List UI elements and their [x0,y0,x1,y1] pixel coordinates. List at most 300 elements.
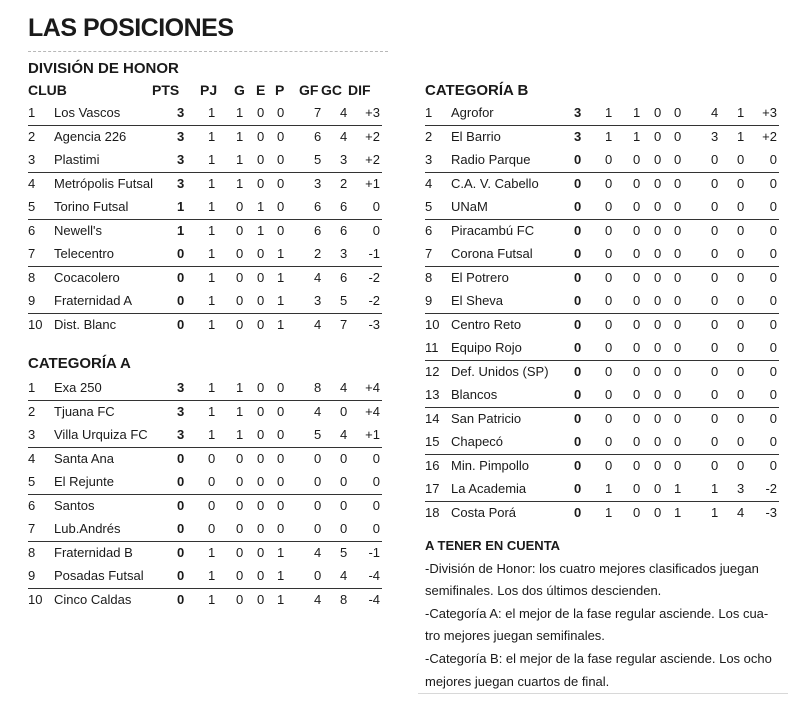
played-cell: 1 [208,317,216,332]
goal-diff-cell: +3 [365,105,380,120]
points-cell: 3 [177,129,185,144]
drawn-cell: 0 [654,481,662,496]
lost-cell: 0 [674,340,682,355]
lost-cell: 0 [674,364,682,379]
position-cell: 4 [28,451,36,466]
won-cell: 0 [633,270,641,285]
played-cell: 1 [208,270,216,285]
lost-cell: 0 [674,105,682,120]
goals-against-cell: 0 [737,458,745,473]
club-cell: Santos [54,498,95,513]
club-cell: Plastimi [54,152,100,167]
drawn-cell: 0 [257,293,265,308]
lost-cell: 1 [277,293,285,308]
table-row [28,542,382,565]
goals-against-cell: 4 [340,129,348,144]
won-cell: 0 [236,568,244,583]
won-cell: 0 [236,545,244,560]
won-cell: 1 [236,380,244,395]
goal-diff-cell: 0 [769,364,777,379]
drawn-cell: 0 [654,364,662,379]
drawn-cell: 0 [257,498,265,513]
won-cell: 0 [236,592,244,607]
header-gc: GC [321,82,342,98]
goals-for-cell: 3 [314,293,322,308]
goals-against-cell: 4 [340,380,348,395]
drawn-cell: 0 [654,317,662,332]
goals-for-cell: 0 [314,568,322,583]
header-dif: DIF [348,82,371,98]
position-cell: 12 [425,364,440,379]
table-row [425,243,779,267]
goals-against-cell: 0 [737,434,745,449]
goals-for-cell: 2 [314,246,322,261]
club-cell: Fraternidad A [54,293,133,308]
goals-against-cell: 0 [737,176,745,191]
points-cell: 0 [574,176,582,191]
won-cell: 0 [633,317,641,332]
goals-for-cell: 0 [711,176,719,191]
club-cell: El Rejunte [54,474,114,489]
drawn-cell: 0 [257,592,265,607]
position-cell: 6 [425,223,433,238]
club-cell: Exa 250 [54,380,102,395]
points-cell: 0 [574,246,582,261]
played-cell: 0 [605,364,613,379]
lost-cell: 0 [674,458,682,473]
table-row [28,126,382,149]
goal-diff-cell: 0 [769,411,777,426]
lost-cell: 0 [277,404,285,419]
lost-cell: 0 [277,129,285,144]
goals-against-cell: 7 [340,317,348,332]
lost-cell: 0 [674,152,682,167]
played-cell: 0 [208,498,216,513]
goal-diff-cell: 0 [769,199,777,214]
lost-cell: 0 [277,380,285,395]
header-pj: PJ [200,82,218,98]
lost-cell: 0 [277,223,285,238]
notes-divider [418,693,788,694]
points-cell: 3 [177,427,185,442]
lost-cell: 0 [674,411,682,426]
position-cell: 7 [425,246,433,261]
points-cell: 0 [177,568,185,583]
table-row [28,448,382,471]
goals-for-cell: 0 [711,364,719,379]
club-cell: El Barrio [451,129,501,144]
played-cell: 1 [208,380,216,395]
club-cell: Telecentro [54,246,114,261]
position-cell: 5 [425,199,433,214]
points-cell: 0 [177,521,185,536]
lost-cell: 0 [674,293,682,308]
won-cell: 1 [236,427,244,442]
drawn-cell: 0 [257,545,265,560]
drawn-cell: 0 [257,451,265,466]
lost-cell: 0 [277,105,285,120]
points-cell: 3 [177,176,185,191]
played-cell: 0 [605,387,613,402]
played-cell: 1 [208,105,216,120]
won-cell: 0 [633,434,641,449]
position-cell: 6 [28,498,36,513]
club-cell: Agrofor [451,105,494,120]
table-row [425,478,779,502]
table-row [28,267,382,290]
goals-for-cell: 0 [314,474,322,489]
goals-against-cell: 0 [737,340,745,355]
drawn-cell: 0 [654,505,662,520]
lost-cell: 1 [277,246,285,261]
goals-against-cell: 6 [340,199,348,214]
lost-cell: 0 [277,498,285,513]
won-cell: 0 [633,293,641,308]
points-cell: 0 [574,387,582,402]
won-cell: 0 [236,293,244,308]
goals-against-cell: 0 [737,199,745,214]
goals-for-cell: 8 [314,380,322,395]
won-cell: 0 [633,246,641,261]
table-row [28,424,382,448]
played-cell: 0 [605,270,613,285]
drawn-cell: 0 [654,223,662,238]
goals-for-cell: 1 [711,505,719,520]
played-cell: 0 [605,176,613,191]
header-pts: PTS [152,82,180,98]
won-cell: 0 [236,199,244,214]
table-row [28,377,382,401]
notes-title: A TENER EN CUENTA [425,538,561,553]
goals-against-cell: 0 [340,498,348,513]
lost-cell: 0 [674,270,682,285]
position-cell: 5 [28,199,36,214]
goal-diff-cell: +1 [365,176,380,191]
goal-diff-cell: 0 [372,474,380,489]
club-cell: Torino Futsal [54,199,129,214]
points-cell: 0 [177,246,185,261]
goal-diff-cell: -2 [765,481,777,496]
points-cell: 0 [574,364,582,379]
club-cell: Agencia 226 [54,129,127,144]
drawn-cell: 0 [654,129,662,144]
goal-diff-cell: -4 [368,592,380,607]
lost-cell: 0 [277,451,285,466]
table-row [425,102,779,126]
points-cell: 0 [574,505,582,520]
won-cell: 1 [633,129,641,144]
position-cell: 3 [28,427,36,442]
position-cell: 2 [28,129,36,144]
note-line: tro mejores juegan semifinales. [425,628,605,644]
table-row [28,565,382,589]
played-cell: 0 [605,317,613,332]
goals-for-cell: 0 [711,317,719,332]
position-cell: 9 [425,293,433,308]
points-cell: 1 [177,223,185,238]
goals-for-cell: 4 [711,105,719,120]
played-cell: 1 [208,545,216,560]
goals-for-cell: 0 [314,451,322,466]
drawn-cell: 0 [654,387,662,402]
title-divider [28,51,388,52]
points-cell: 3 [574,129,582,144]
header-g: G [234,82,245,98]
played-cell: 1 [208,568,216,583]
goals-against-cell: 0 [340,451,348,466]
position-cell: 17 [425,481,440,496]
goal-diff-cell: -3 [765,505,777,520]
note-line: mejores juegan cuartos de final. [425,673,610,689]
points-cell: 0 [177,545,185,560]
goal-diff-cell: +2 [762,129,777,144]
table-row [425,126,779,149]
goal-diff-cell: +2 [365,129,380,144]
goals-against-cell: 3 [340,152,348,167]
position-cell: 15 [425,434,440,449]
goal-diff-cell: -1 [368,246,380,261]
goal-diff-cell: 0 [769,317,777,332]
goals-for-cell: 6 [314,223,322,238]
drawn-cell: 0 [257,129,265,144]
won-cell: 0 [633,176,641,191]
points-cell: 0 [574,340,582,355]
drawn-cell: 0 [654,270,662,285]
goals-against-cell: 0 [340,474,348,489]
goals-for-cell: 5 [314,427,322,442]
goals-for-cell: 0 [711,152,719,167]
club-cell: Centro Reto [451,317,522,332]
table-row [28,149,382,173]
goals-against-cell: 3 [737,481,745,496]
points-cell: 0 [574,199,582,214]
goals-for-cell: 0 [711,387,719,402]
played-cell: 1 [208,223,216,238]
goals-for-cell: 3 [314,176,322,191]
goals-against-cell: 6 [340,223,348,238]
table-row [425,455,779,478]
header-gf: GF [299,82,319,98]
drawn-cell: 0 [654,152,662,167]
table-row [28,495,382,518]
goals-for-cell: 5 [314,152,322,167]
drawn-cell: 0 [654,199,662,214]
club-cell: Blancos [451,387,498,402]
goals-against-cell: 4 [340,568,348,583]
goals-for-cell: 6 [314,129,322,144]
goal-diff-cell: 0 [372,521,380,536]
table-row [28,471,382,495]
note-line: -División de Honor: los cuatro mejores clasificados juegan [425,560,759,576]
points-cell: 0 [574,293,582,308]
played-cell: 1 [605,105,613,120]
played-cell: 1 [208,246,216,261]
position-cell: 8 [28,270,36,285]
played-cell: 0 [208,474,216,489]
won-cell: 0 [633,223,641,238]
goals-for-cell: 0 [711,411,719,426]
table-row [28,243,382,267]
cat-b-title: CATEGORÍA B [425,82,529,99]
drawn-cell: 0 [654,340,662,355]
position-cell: 9 [28,568,36,583]
position-cell: 5 [28,474,36,489]
table-row [28,401,382,424]
goal-diff-cell: -1 [368,545,380,560]
goals-against-cell: 2 [340,176,348,191]
goals-against-cell: 0 [737,317,745,332]
header-club: CLUB [28,82,67,98]
lost-cell: 1 [674,481,682,496]
position-cell: 14 [425,411,440,426]
won-cell: 0 [633,387,641,402]
points-cell: 1 [177,199,185,214]
points-cell: 0 [574,317,582,332]
won-cell: 1 [633,105,641,120]
won-cell: 0 [236,223,244,238]
won-cell: 0 [236,246,244,261]
club-cell: La Academia [451,481,527,496]
goals-against-cell: 1 [737,129,745,144]
goal-diff-cell: +4 [365,404,380,419]
goal-diff-cell: +2 [365,152,380,167]
club-cell: UNaM [451,199,488,214]
points-cell: 3 [177,380,185,395]
played-cell: 1 [208,199,216,214]
points-cell: 0 [177,270,185,285]
lost-cell: 0 [674,129,682,144]
played-cell: 1 [208,592,216,607]
points-cell: 0 [574,270,582,285]
points-cell: 0 [574,223,582,238]
points-cell: 3 [177,105,185,120]
club-cell: Metrópolis Futsal [54,176,153,191]
won-cell: 0 [633,411,641,426]
won-cell: 0 [633,340,641,355]
drawn-cell: 0 [257,152,265,167]
goals-against-cell: 6 [340,270,348,285]
honor-table [28,102,382,337]
goals-against-cell: 4 [340,105,348,120]
goals-against-cell: 0 [737,246,745,261]
goals-against-cell: 5 [340,293,348,308]
won-cell: 0 [236,521,244,536]
lost-cell: 1 [674,505,682,520]
goals-against-cell: 0 [737,223,745,238]
position-cell: 11 [425,340,439,355]
note-line: semifinales. Los dos últimos descienden. [425,583,662,599]
position-cell: 2 [425,129,433,144]
won-cell: 0 [633,481,641,496]
won-cell: 0 [236,451,244,466]
points-cell: 0 [574,458,582,473]
table-row [425,173,779,196]
points-cell: 3 [177,404,185,419]
won-cell: 0 [633,458,641,473]
club-cell: Dist. Blanc [54,317,117,332]
goals-against-cell: 0 [340,404,348,419]
points-cell: 0 [574,152,582,167]
goals-against-cell: 0 [737,387,745,402]
club-cell: Los Vascos [54,105,121,120]
goal-diff-cell: 0 [769,270,777,285]
position-cell: 3 [425,152,433,167]
cat-a-title: CATEGORÍA A [28,355,131,372]
table-row [28,196,382,220]
lost-cell: 1 [277,568,285,583]
played-cell: 0 [605,458,613,473]
played-cell: 0 [208,521,216,536]
played-cell: 0 [208,451,216,466]
goals-against-cell: 0 [340,521,348,536]
goals-for-cell: 0 [711,340,719,355]
drawn-cell: 0 [257,427,265,442]
lost-cell: 1 [277,270,285,285]
position-cell: 4 [28,176,36,191]
drawn-cell: 1 [257,223,265,238]
honor-header-row [28,82,388,102]
goals-for-cell: 3 [711,129,719,144]
lost-cell: 0 [674,434,682,449]
goals-against-cell: 5 [340,545,348,560]
goal-diff-cell: +1 [365,427,380,442]
goal-diff-cell: 0 [372,223,380,238]
table-row [28,518,382,542]
goal-diff-cell: -3 [368,317,380,332]
position-cell: 7 [28,521,36,536]
club-cell: Tjuana FC [54,404,115,419]
club-cell: C.A. V. Cabello [451,176,539,191]
cat-b-table [425,102,779,525]
club-cell: Costa Porá [451,505,517,520]
club-cell: Def. Unidos (SP) [451,364,549,379]
goals-against-cell: 4 [340,427,348,442]
club-cell: San Patricio [451,411,522,426]
goals-against-cell: 0 [737,270,745,285]
goals-for-cell: 4 [314,404,322,419]
notes-section [425,535,787,693]
position-cell: 6 [28,223,36,238]
played-cell: 1 [605,481,613,496]
honor-title: DIVISIÓN DE HONOR [28,60,179,77]
played-cell: 1 [605,129,613,144]
points-cell: 0 [574,434,582,449]
won-cell: 0 [633,505,641,520]
goals-for-cell: 6 [314,199,322,214]
won-cell: 0 [236,498,244,513]
goal-diff-cell: 0 [769,387,777,402]
played-cell: 0 [605,246,613,261]
lost-cell: 0 [674,176,682,191]
drawn-cell: 0 [257,270,265,285]
table-row [425,502,779,525]
lost-cell: 0 [674,246,682,261]
goals-against-cell: 0 [737,293,745,308]
lost-cell: 0 [277,427,285,442]
table-row [28,173,382,196]
table-row [425,408,779,431]
played-cell: 1 [208,404,216,419]
lost-cell: 0 [674,199,682,214]
goal-diff-cell: +3 [762,105,777,120]
club-cell: Equipo Rojo [451,340,522,355]
table-row [425,290,779,314]
drawn-cell: 0 [257,521,265,536]
note-line: -Categoría B: el mejor de la fase regular asciende. Los ocho [425,650,772,666]
table-row [425,314,779,337]
goal-diff-cell: 0 [372,199,380,214]
position-cell: 1 [28,105,36,120]
